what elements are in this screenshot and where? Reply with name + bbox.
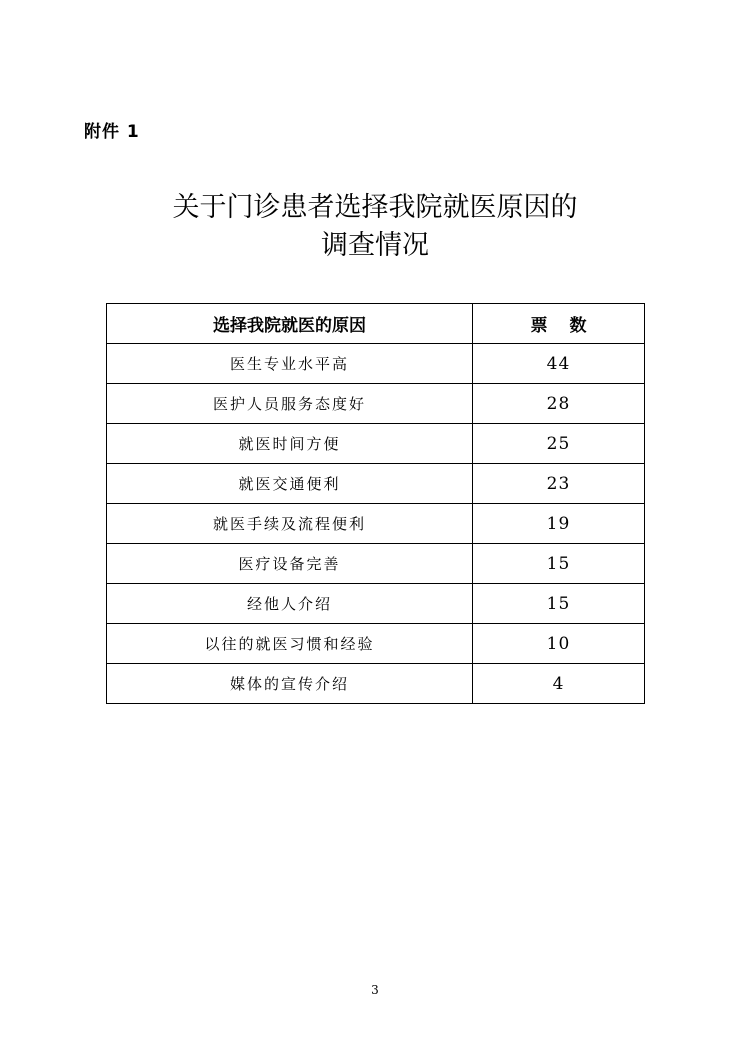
reason-cell: 医护人员服务态度好: [107, 384, 473, 424]
header-votes: 票数: [473, 304, 645, 344]
reason-cell: 就医交通便利: [107, 464, 473, 504]
reason-cell: 经他人介绍: [107, 584, 473, 624]
reason-cell: 医生专业水平高: [107, 344, 473, 384]
table-row: [107, 344, 645, 384]
table-row: [107, 664, 645, 704]
document-title-line-1: 关于门诊患者选择我院就医原因的: [172, 192, 578, 223]
votes-cell: 28: [473, 384, 645, 424]
table-row: [107, 504, 645, 544]
votes-cell: 23: [473, 464, 645, 504]
table-row: [107, 424, 645, 464]
votes-cell: 10: [473, 624, 645, 664]
reason-cell: 就医时间方便: [107, 424, 473, 464]
table-row: [107, 384, 645, 424]
reason-cell: 以往的就医习惯和经验: [107, 624, 473, 664]
attachment-label: 附件 1: [84, 122, 140, 142]
survey-table: [106, 303, 645, 704]
page-number: 3: [371, 983, 379, 997]
reason-cell: 医疗设备完善: [107, 544, 473, 584]
votes-cell: 25: [473, 424, 645, 464]
table-row: [107, 464, 645, 504]
votes-cell: 15: [473, 544, 645, 584]
table-row: [107, 544, 645, 584]
table-row: [107, 624, 645, 664]
votes-cell: 4: [473, 664, 645, 704]
document-title-line-2: 调查情况: [321, 230, 429, 261]
reason-cell: 媒体的宣传介绍: [107, 664, 473, 704]
table-row: [107, 584, 645, 624]
header-reason: 选择我院就医的原因: [107, 304, 473, 344]
reason-cell: 就医手续及流程便利: [107, 504, 473, 544]
votes-cell: 44: [473, 344, 645, 384]
table-header-row: [107, 304, 645, 344]
votes-cell: 19: [473, 504, 645, 544]
votes-cell: 15: [473, 584, 645, 624]
